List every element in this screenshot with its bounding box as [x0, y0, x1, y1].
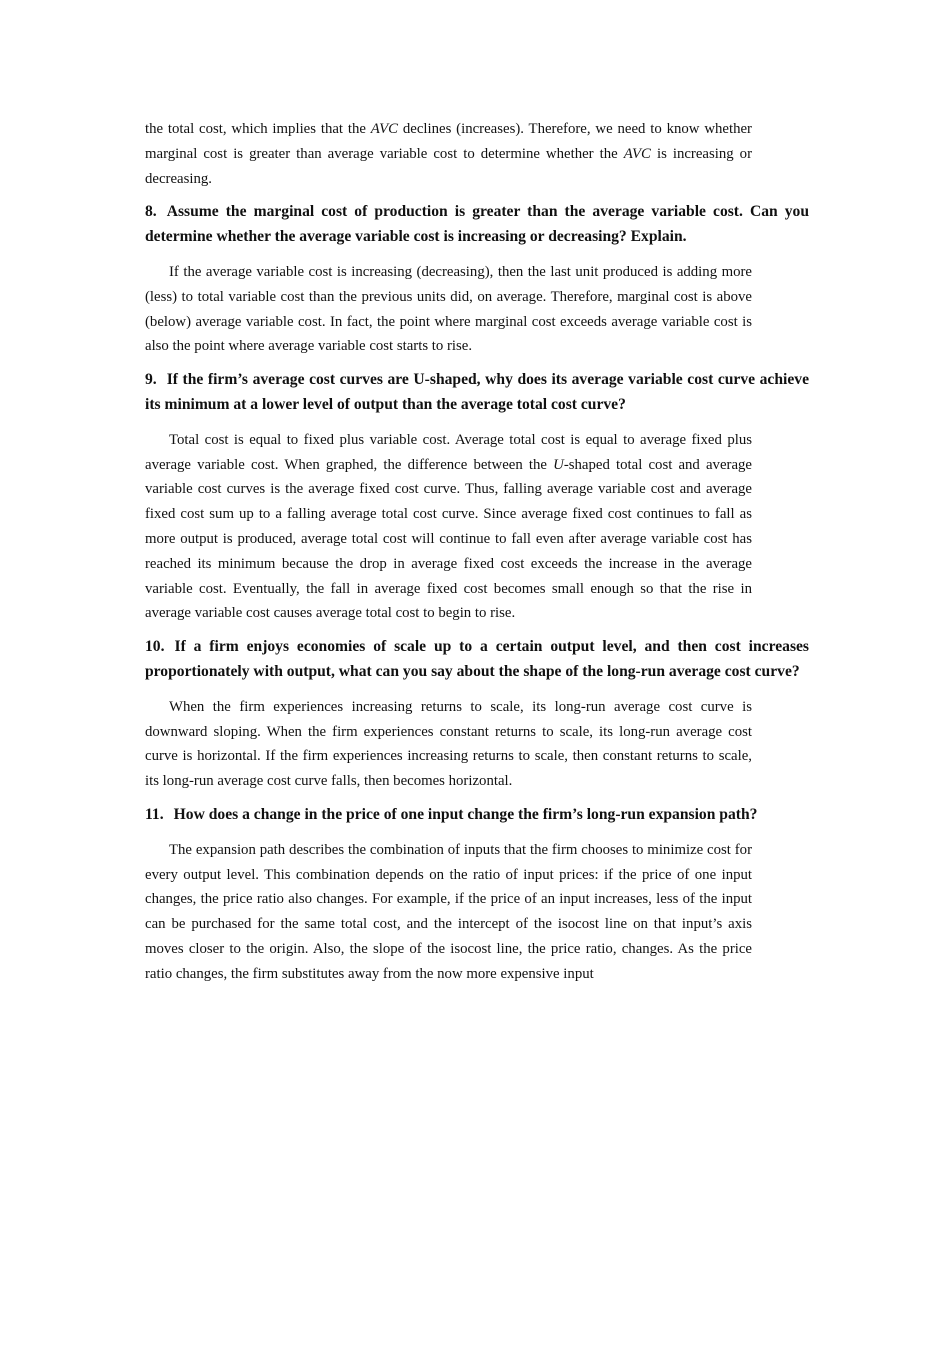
answer-9 — [145, 428, 752, 626]
answer-10: When the firm experiences increasing returns to scale, its long-run average cost curve is downward sloping. When the firm experiences constant returns to scale, its long-run average cost curve is horizontal. If the firm experiences increasing returns to scale, then constant returns to scale, its long-run average cost curve falls, then becomes horizontal. — [145, 698, 752, 790]
answer-8: If the average variable cost is increasing (decreasing), then the last unit produced is adding more (less) to total variable cost than the previous units did, on average. Therefore, marginal cost is above (below) average variable cost. In fact, the point where marginal cost exceeds average variable cost is also the point where average variable cost starts to rise. — [145, 263, 752, 355]
text-run: -shaped total cost and average variable cost curves is the average fixed cost curve. Thus, falling average variable cost and average fixed cost sum up to a falling average total cost curve. Since average fixed cost continues to fall as more output is produced, average total cost will continue to fall even after average variable cost has reached its minimum because the drop in average fixed cost exceeds the increase in the average variable cost. Eventually, the fall in average fixed cost becomes small enough so that the rise in average variable cost causes average total cost to begin to rise. — [145, 456, 752, 622]
question-10 — [145, 635, 809, 685]
question-text: If the firm’s average cost curves are U-shaped, why does its average variable cost curve achieve its minimum at a lower level of output than the average total cost curve? — [145, 371, 809, 413]
question-number: 10. — [145, 638, 165, 656]
question-8 — [145, 200, 809, 250]
answer-continuation-paragraph — [145, 117, 752, 191]
text-run: is increasing or decreasing. — [145, 145, 753, 187]
question-number: 8. — [145, 203, 157, 221]
u-term: U — [553, 456, 564, 473]
text-run: Total cost is equal to fixed plus variable cost. Average total cost is equal to average fixed plus average variable cost. When graphed, the difference between the — [145, 431, 752, 473]
avc-term: AVC — [370, 121, 399, 137]
question-11 — [145, 803, 809, 828]
question-number: 9. — [145, 371, 157, 389]
avc-term: AVC — [623, 145, 651, 162]
text-run: declines (increases). Therefore, we need to know whether marginal cost is greater than average variable cost to determine whether the — [145, 121, 752, 162]
question-text: How does a change in the price of one input change the firm’s long-run expansion path? — [173, 805, 758, 823]
page-content — [145, 117, 809, 987]
question-text: Assume the marginal cost of production is greater than the average variable cost. Can you determine whether the average variable cost is increasing or decreasing? Explain. — [145, 203, 809, 246]
question-text: If a firm enjoys economies of scale up to a certain output level, and then cost increases proportionately with output, what can you say about the shape of the long-run average cost curve? — [145, 638, 809, 680]
question-number: 11. — [145, 805, 164, 823]
question-9 — [145, 368, 809, 418]
answer-11: The expansion path describes the combination of inputs that the firm chooses to minimize cost for every output level. This combination depends on the ratio of input prices: if the price of one input changes, the price ratio also changes. For example, if the price of an input increases, less of the input can be purchased for the same total cost, and the intercept of the isocost line on that input’s axis moves closer to the origin. Also, the slope of the isocost line, the price ratio, changes. As the price ratio changes, the firm substitutes away from the now more expensive input — [145, 841, 752, 982]
text-run: the total cost, which implies that the — [145, 121, 371, 137]
